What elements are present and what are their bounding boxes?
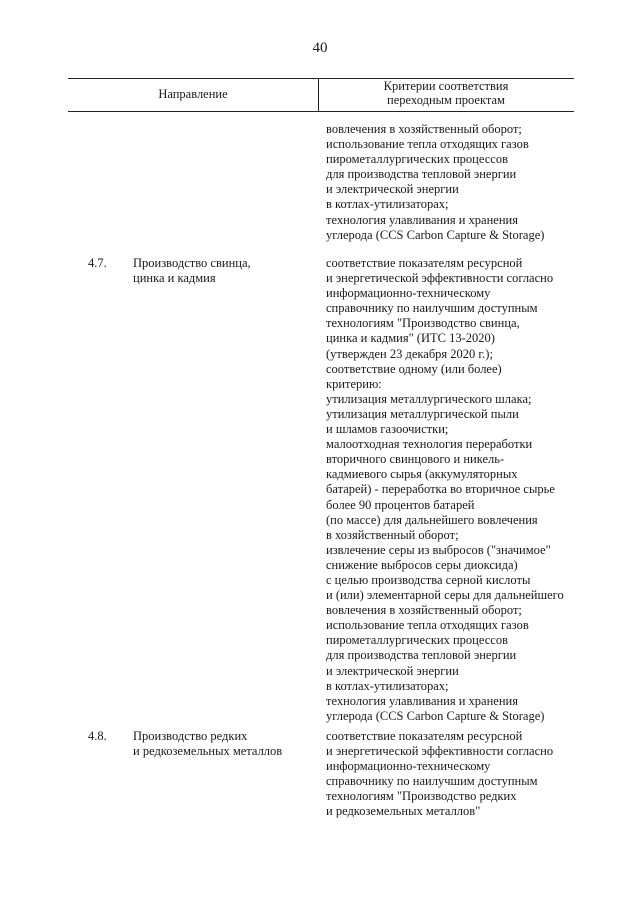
criteria-line: справочнику по наилучшим доступным [326,774,538,789]
criteria-line: вовлечения в хозяйственный оборот; [326,122,522,136]
row-direction-4-7 [133,256,313,286]
criteria-line: соответствие одному (или более) [326,361,502,376]
criteria-line: технологиям "Производство свинца, [326,316,520,331]
row-number-4-8: 4.8. [88,729,107,743]
criteria-line: кадмиевого сырья (аккумуляторных [326,467,518,482]
criteria-line: в котлах-утилизаторах; [326,678,449,693]
criteria-line: и энергетической эффективности согласно [326,744,554,759]
criteria-line: (утвержден 23 декабря 2020 г.); [326,346,493,361]
criteria-line: для производства тепловой энергии [326,648,517,663]
direction-line: цинка и кадмия [133,271,216,286]
column-header-criteria-line: переходным проектам [387,92,505,107]
criteria-line: снижение выбросов серы диоксида) [326,557,518,572]
criteria-line: вторичного свинцового и никель- [326,452,505,467]
row-criteria-4-8 [326,729,576,820]
criteria-line: цинка и кадмия" (ИТС 13-2020) [326,331,495,346]
criteria-line: и энергетической эффективности согласно [326,271,554,286]
criteria-line: с целью производства серной кислоты [326,572,531,587]
criteria-line: (по массе) для дальнейшего вовлечения [326,512,538,527]
criteria-line: информационно-техническому [326,759,491,774]
criteria-line: справочнику по наилучшим доступным [326,301,538,316]
row-criteria-4-7 [326,256,576,724]
criteria-line: утилизация металлургического шлака; [326,391,532,406]
criteria-line: пирометаллургических процессов [326,152,508,167]
criteria-line: и редкоземельных металлов" [326,804,481,819]
criteria-line: углерода (CCS Carbon Capture & Storage) [326,708,545,723]
criteria-line: использование тепла отходящих газов [326,618,529,633]
direction-line: и редкоземельных металлов [133,744,283,759]
criteria-line: технология улавливания и хранения [326,212,518,227]
criteria-line: соответствие показателям ресурсной [326,729,523,743]
criteria-line: и (или) элементарной серы для дальнейшего [326,588,564,603]
criteria-line: технология улавливания и хранения [326,693,518,708]
criteria-line: и электрической энергии [326,182,459,197]
criteria-line: утилизация металлургической пыли [326,406,519,421]
criteria-line: и электрической энергии [326,663,459,678]
criteria-line: углерода (CCS Carbon Capture & Storage) [326,227,545,242]
criteria-line: извлечение серы из выбросов ("значимое" [326,542,551,557]
criteria-line: критерию: [326,376,382,391]
criteria-line: вовлечения в хозяйственный оборот; [326,603,522,618]
row-number-4-7: 4.7. [88,256,107,270]
criteria-line: более 90 процентов батарей [326,497,475,512]
direction-line: Производство свинца, [133,256,251,270]
criteria-line: соответствие показателям ресурсной [326,256,523,270]
criteria-line: для производства тепловой энергии [326,167,517,182]
criteria-line: использование тепла отходящих газов [326,137,529,152]
column-header-criteria [318,80,574,107]
page-number: 40 [312,40,328,56]
continued-criteria [326,122,576,243]
row-direction-4-8 [133,729,313,759]
criteria-line: в хозяйственный оборот; [326,527,459,542]
criteria-line: пирометаллургических процессов [326,633,508,648]
column-header-direction: Направление [158,87,228,101]
column-header-criteria-line: Критерии соответствия [383,79,509,93]
criteria-line: батарей) - переработка во вторичное сырье [326,482,555,497]
criteria-line: в котлах-утилизаторах; [326,197,449,212]
criteria-line: малоотходная технология переработки [326,437,533,452]
direction-line: Производство редких [133,729,248,743]
criteria-line: и шламов газоочистки; [326,422,449,437]
criteria-line: информационно-техническому [326,286,491,301]
table-header-bottom-rule [68,111,574,112]
criteria-line: технологиям "Производство редких [326,789,517,804]
